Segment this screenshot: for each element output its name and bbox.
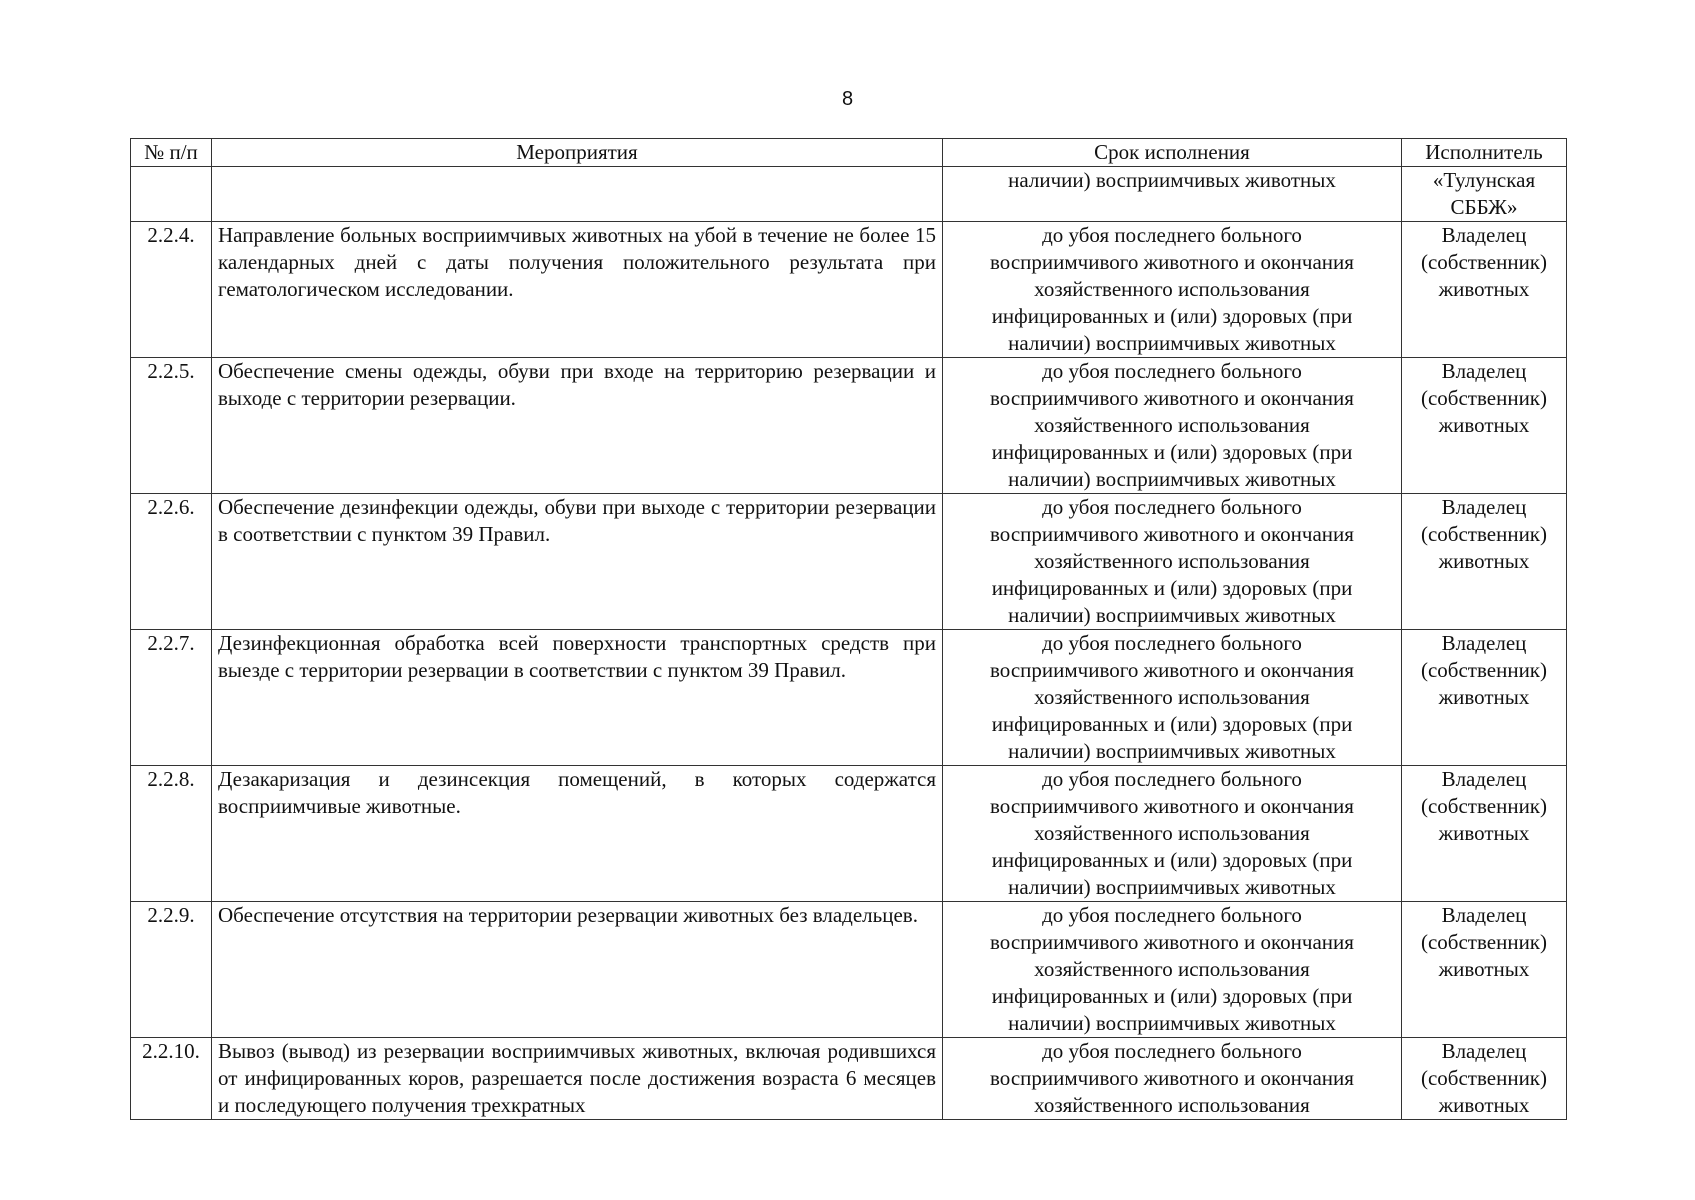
table-row bbox=[131, 358, 1567, 494]
executor-line: животных bbox=[1438, 957, 1530, 981]
row-num: 2.2.7. bbox=[131, 630, 212, 766]
executor-line: (собственник) bbox=[1420, 522, 1548, 546]
row-activity: Обеспечение отсутствия на территории резервации животных без владельцев. bbox=[212, 902, 943, 1038]
term-line: восприимчивого животного и окончания bbox=[990, 250, 1354, 274]
executor-line: (собственник) bbox=[1420, 930, 1548, 954]
row-term bbox=[943, 902, 1402, 1038]
executor-line: Владелец bbox=[1441, 631, 1527, 655]
term-line: наличии) восприимчивых животных bbox=[1008, 603, 1336, 627]
table-row bbox=[131, 222, 1567, 358]
term-line: наличии) восприимчивых животных bbox=[1008, 331, 1336, 355]
header-activity: Мероприятия bbox=[212, 139, 943, 167]
row-executor bbox=[1402, 766, 1567, 902]
row-activity: Дезакаризация и дезинсекция помещений, в которых содержатся восприимчивые животные. bbox=[212, 766, 943, 902]
term-line: восприимчивого животного и окончания bbox=[990, 930, 1354, 954]
executor-line: (собственник) bbox=[1420, 250, 1548, 274]
executor-line: «Тулунская bbox=[1432, 168, 1536, 192]
row-activity bbox=[212, 167, 943, 222]
executor-line: (собственник) bbox=[1420, 658, 1548, 682]
executor-line: (собственник) bbox=[1420, 386, 1548, 410]
term-line: до убоя последнего больного bbox=[1042, 1039, 1302, 1063]
row-num: 2.2.6. bbox=[131, 494, 212, 630]
term-line: инфицированных и (или) здоровых (при bbox=[991, 304, 1353, 328]
term-line: инфицированных и (или) здоровых (при bbox=[991, 848, 1353, 872]
row-executor bbox=[1402, 222, 1567, 358]
executor-line: Владелец bbox=[1441, 495, 1527, 519]
term-line: восприимчивого животного и окончания bbox=[990, 1066, 1354, 1090]
term-line: до убоя последнего больного bbox=[1042, 359, 1302, 383]
header-executor: Исполнитель bbox=[1402, 139, 1567, 167]
term-line: хозяйственного использования bbox=[1034, 685, 1310, 709]
executor-line: (собственник) bbox=[1420, 794, 1548, 818]
row-term bbox=[943, 222, 1402, 358]
row-term: наличии) восприимчивых животных bbox=[943, 167, 1402, 222]
term-line: до убоя последнего больного bbox=[1042, 631, 1302, 655]
term-line: до убоя последнего больного bbox=[1042, 767, 1302, 791]
term-line: хозяйственного использования bbox=[1034, 549, 1310, 573]
executor-line: Владелец bbox=[1441, 223, 1527, 247]
header-num: № п/п bbox=[131, 139, 212, 167]
term-line: наличии) восприимчивых животных bbox=[1008, 467, 1336, 491]
table-row bbox=[131, 630, 1567, 766]
row-term bbox=[943, 358, 1402, 494]
term-line: до убоя последнего больного bbox=[1042, 495, 1302, 519]
table-row bbox=[131, 494, 1567, 630]
row-num: 2.2.8. bbox=[131, 766, 212, 902]
term-line: хозяйственного использования bbox=[1034, 957, 1310, 981]
term-line: хозяйственного использования bbox=[1034, 1093, 1310, 1117]
row-activity: Вывоз (вывод) из резервации восприимчивых животных, включая родившихся от инфицированных коров, разрешается после достижения возраста 6 месяцев и последующего получения трехкратных bbox=[212, 1038, 943, 1120]
row-executor bbox=[1402, 1038, 1567, 1120]
executor-line: Владелец bbox=[1441, 903, 1527, 927]
page-number: 8 bbox=[841, 88, 854, 110]
header-term: Срок исполнения bbox=[943, 139, 1402, 167]
term-line: инфицированных и (или) здоровых (при bbox=[991, 984, 1353, 1008]
executor-line: (собственник) bbox=[1420, 1066, 1548, 1090]
executor-line: животных bbox=[1438, 549, 1530, 573]
table-header-row bbox=[131, 139, 1567, 167]
row-term bbox=[943, 1038, 1402, 1120]
row-num bbox=[131, 167, 212, 222]
table-row bbox=[131, 902, 1567, 1038]
term-line: восприимчивого животного и окончания bbox=[990, 658, 1354, 682]
term-line: хозяйственного использования bbox=[1034, 277, 1310, 301]
term-line: восприимчивого животного и окончания bbox=[990, 794, 1354, 818]
row-num: 2.2.10. bbox=[131, 1038, 212, 1120]
term-line: восприимчивого животного и окончания bbox=[990, 522, 1354, 546]
row-num: 2.2.4. bbox=[131, 222, 212, 358]
executor-line: животных bbox=[1438, 821, 1530, 845]
term-line: наличии) восприимчивых животных bbox=[1008, 875, 1336, 899]
row-executor bbox=[1402, 630, 1567, 766]
row-term bbox=[943, 766, 1402, 902]
table-row bbox=[131, 766, 1567, 902]
row-executor bbox=[1402, 358, 1567, 494]
term-line: наличии) восприимчивых животных bbox=[1008, 739, 1336, 763]
executor-line: Владелец bbox=[1441, 767, 1527, 791]
executor-line: Владелец bbox=[1441, 1039, 1527, 1063]
executor-line: животных bbox=[1438, 1093, 1530, 1117]
executor-line: животных bbox=[1438, 685, 1530, 709]
row-term bbox=[943, 630, 1402, 766]
row-num: 2.2.5. bbox=[131, 358, 212, 494]
executor-line: СББЖ» bbox=[1450, 195, 1518, 219]
row-activity: Направление больных восприимчивых животных на убой в течение не более 15 календарных дней с даты получения положительного результата при гематологическом исследовании. bbox=[212, 222, 943, 358]
row-executor bbox=[1402, 167, 1567, 222]
row-activity: Обеспечение смены одежды, обуви при входе на территорию резервации и выходе с территории резервации. bbox=[212, 358, 943, 494]
term-line: до убоя последнего больного bbox=[1042, 223, 1302, 247]
term-line: инфицированных и (или) здоровых (при bbox=[991, 576, 1353, 600]
term-line: хозяйственного использования bbox=[1034, 413, 1310, 437]
executor-line: Владелец bbox=[1441, 359, 1527, 383]
term-line: до убоя последнего больного bbox=[1042, 903, 1302, 927]
measures-table bbox=[130, 138, 1567, 1120]
table-row bbox=[131, 1038, 1567, 1120]
row-executor bbox=[1402, 902, 1567, 1038]
term-line: инфицированных и (или) здоровых (при bbox=[991, 712, 1353, 736]
table-row-continuation bbox=[131, 167, 1567, 222]
term-line: хозяйственного использования bbox=[1034, 821, 1310, 845]
row-num: 2.2.9. bbox=[131, 902, 212, 1038]
row-activity: Дезинфекционная обработка всей поверхности транспортных средств при выезде с территории резервации в соответствии с пунктом 39 Правил. bbox=[212, 630, 943, 766]
executor-line: животных bbox=[1438, 413, 1530, 437]
row-executor bbox=[1402, 494, 1567, 630]
term-line: наличии) восприимчивых животных bbox=[1008, 1011, 1336, 1035]
row-term bbox=[943, 494, 1402, 630]
executor-line: животных bbox=[1438, 277, 1530, 301]
term-line: восприимчивого животного и окончания bbox=[990, 386, 1354, 410]
row-activity: Обеспечение дезинфекции одежды, обуви при выходе с территории резервации в соответствии с пунктом 39 Правил. bbox=[212, 494, 943, 630]
term-line: инфицированных и (или) здоровых (при bbox=[991, 440, 1353, 464]
